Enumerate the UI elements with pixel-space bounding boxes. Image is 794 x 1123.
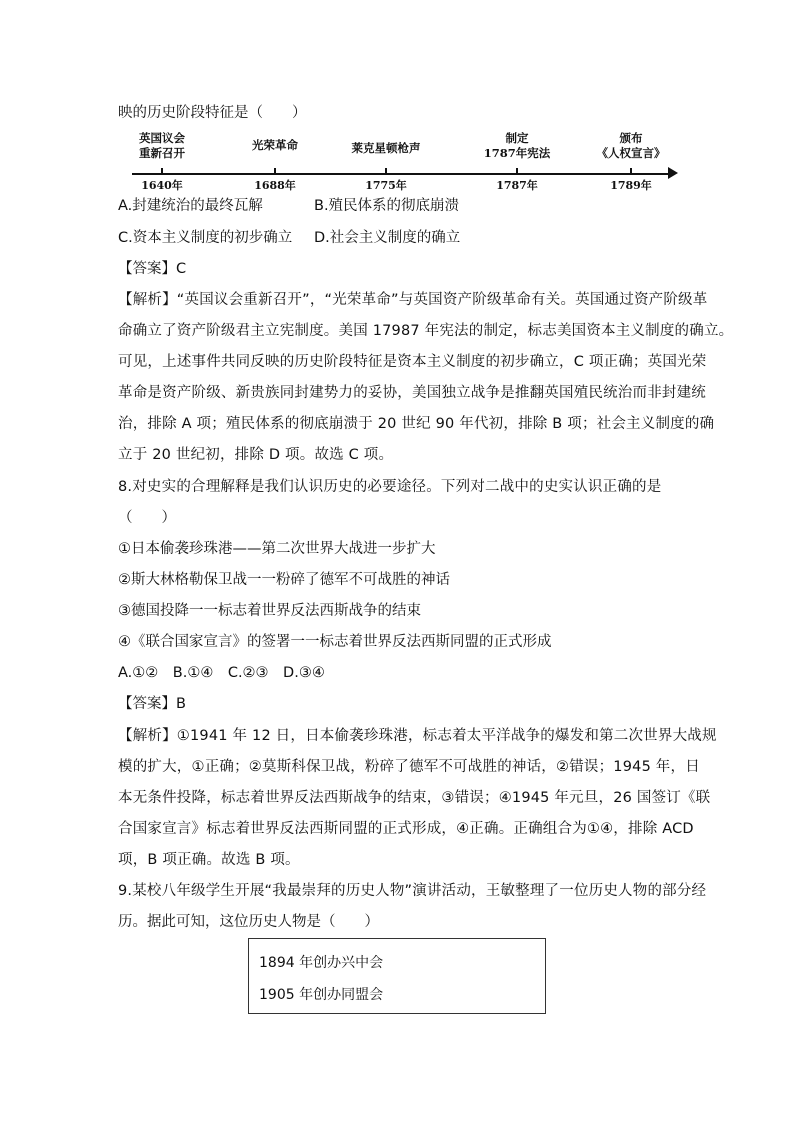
q8-answer: 【答案】B [118, 696, 186, 712]
q8-item: ④《联合国家宣言》的签署一一标志着世界反法西斯同盟的正式形成 [118, 634, 552, 650]
timeline-event-label [252, 138, 298, 153]
q8-item: ②斯大林格勒保卫战一一粉碎了德军不可战胜的神话 [118, 572, 450, 588]
timeline-event-line2: 重新召开 [139, 146, 185, 160]
timeline [118, 128, 678, 192]
timeline-event-line2: 1787年宪法 [483, 146, 551, 160]
timeline-year: 1787年 [496, 179, 538, 192]
q8-item: ①日本偷袭珍珠港——第二次世界大战进一步扩大 [118, 541, 436, 557]
timeline-event-label [139, 131, 185, 161]
q7-option-a: A.封建统治的最终瓦解 [118, 198, 263, 214]
q7-stem-tail: 映的历史阶段特征是（ ） [118, 105, 307, 121]
q8-options: A.①② B.①④ C.②③ D.③④ [118, 665, 325, 681]
q9-stem: 9.某校八年级学生开展“我最崇拜的历史人物”演讲活动，王敏整理了一位历史人物的部分经 [118, 883, 707, 899]
q9-box-line: 1894 年创办兴中会 [259, 955, 384, 971]
timeline-tick [274, 168, 276, 175]
q9-stem: 历。据此可知，这位历史人物是（ ） [118, 914, 379, 930]
q7-option-c: C.资本主义制度的初步确立 [118, 230, 293, 246]
q9-info-box [248, 938, 546, 1014]
timeline-event-line2: 莱克星顿枪声 [351, 141, 421, 155]
q7-option-b: B.殖民体系的彻底崩溃 [314, 198, 460, 214]
q8-stem: 8.对史实的合理解释是我们认识历史的必要途径。下列对二战中的史实认识正确的是 [118, 479, 662, 495]
q7-answer: 【答案】C [118, 261, 187, 277]
q7-analysis-line: 可见，上述事件共同反映的历史阶段特征是资本主义制度的初步确立，C 项正确；英国光荣 [118, 354, 707, 370]
q8-analysis-line: 合国家宣言》标志着世界反法西斯同盟的正式形成，④正确。正确组合为①④，排除 ACD [118, 821, 694, 837]
q9-box-line: 1905 年创办同盟会 [259, 987, 384, 1003]
q7-analysis-line: 【解析】“英国议会重新召开”，“光荣革命”与英国资产阶级革命有关。英国通过资产阶级革 [118, 292, 708, 308]
q7-analysis-line: 命确立了资产阶级君主立宪制度。美国 17987 年宪法的制定，标志美国资本主义制度的确立。 [118, 323, 734, 339]
q7-analysis-line: 立于 20 世纪初，排除 D 项。故选 C 项。 [118, 447, 394, 463]
q8-analysis-line: 模的扩大，①正确；②莫斯科保卫战，粉碎了德军不可战胜的神话，②错误；1945 年，日 [118, 759, 700, 775]
timeline-year: 1775年 [365, 179, 407, 192]
q7-option-d: D.社会主义制度的确立 [314, 230, 461, 246]
q8-analysis-line: 本无条件投降，标志着世界反法西斯战争的结束，③错误；④1945 年元旦，26 国签订《联 [118, 790, 711, 806]
q8-analysis-line: 项，B 项正确。故选 B 项。 [118, 852, 300, 868]
timeline-event-line1: 制定 [505, 131, 529, 145]
q8-item: ③德国投降一一标志着世界反法西斯战争的结束 [118, 603, 421, 619]
timeline-event-label [352, 141, 421, 156]
timeline-year: 1688年 [254, 179, 296, 192]
timeline-event-label [484, 131, 551, 161]
timeline-arrow-icon [668, 167, 678, 179]
timeline-event-line2: 《人权宣言》 [596, 146, 666, 160]
timeline-tick [516, 168, 518, 175]
q7-analysis-line: 治，排除 A 项；殖民体系的彻底崩溃于 20 世纪 90 年代初，排除 B 项；社会主义制度的确 [118, 416, 715, 432]
timeline-year: 1640年 [141, 179, 183, 192]
timeline-year: 1789年 [610, 179, 652, 192]
timeline-tick [630, 168, 632, 175]
timeline-tick [385, 168, 387, 175]
q8-analysis-line: 【解析】①1941 年 12 日，日本偷袭珍珠港，标志着太平洋战争的爆发和第二次世界大战规 [118, 728, 717, 744]
q8-stem-paren: （ ） [118, 510, 176, 526]
timeline-event-line2: 光荣革命 [252, 138, 298, 152]
timeline-tick [161, 168, 163, 175]
timeline-event-line1: 英国议会 [139, 131, 185, 145]
timeline-event-line1: 颁布 [619, 131, 643, 145]
q7-analysis-line: 革命是资产阶级、新贵族同封建势力的妥协，美国独立战争是推翻英国殖民统治而非封建统 [118, 385, 706, 401]
timeline-event-label [597, 131, 666, 161]
timeline-axis [132, 173, 670, 175]
